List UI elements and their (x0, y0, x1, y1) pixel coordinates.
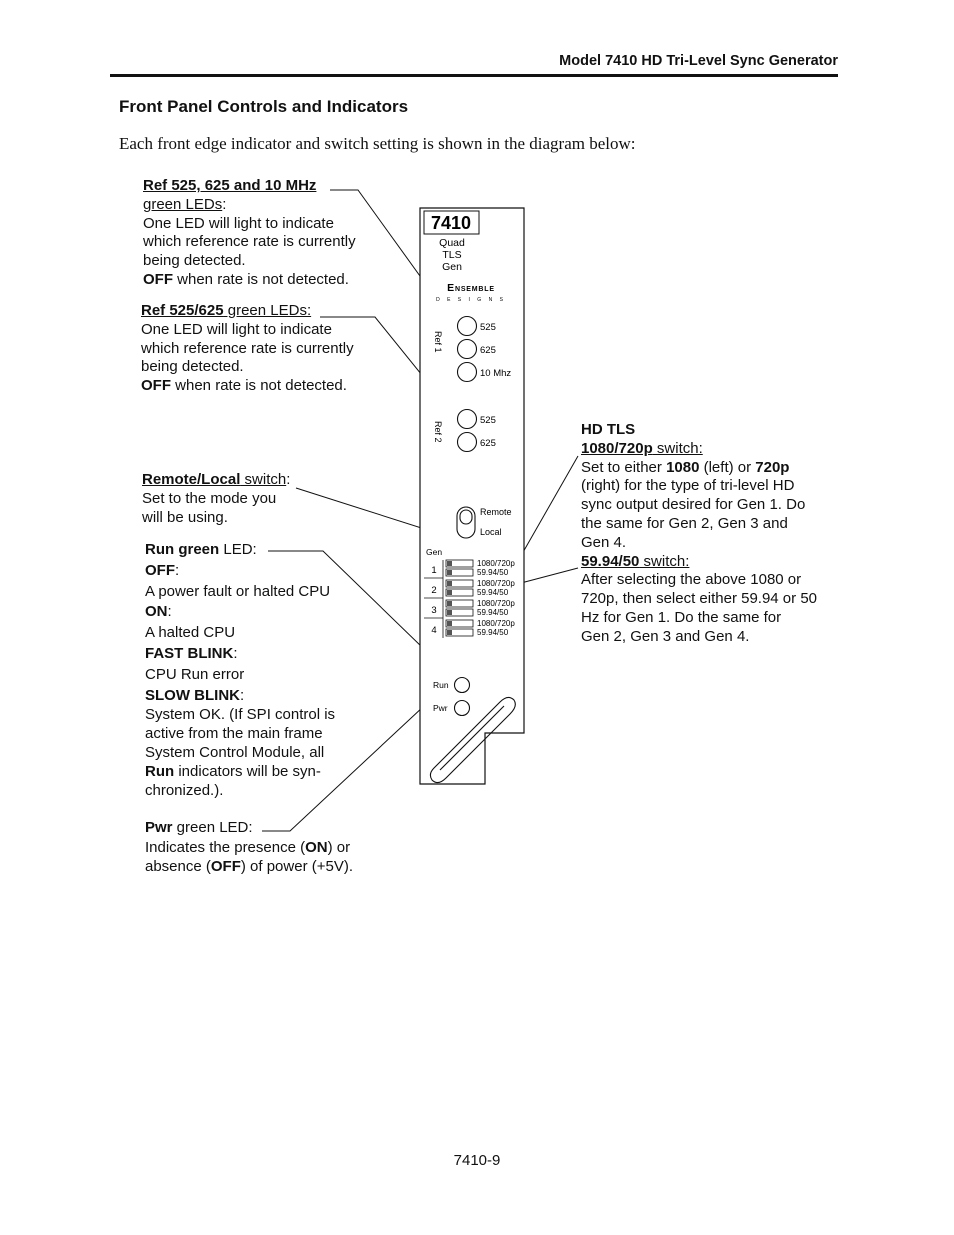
hd-text: Set to either (581, 458, 667, 476)
ref2-label: Ref 2 (433, 421, 443, 443)
ref2-led-625 (458, 433, 477, 452)
remote-line: will be using. (142, 508, 228, 526)
pwr-text: absence ( (145, 857, 211, 875)
hd-switch2: 59.94/50 (581, 552, 640, 570)
gen-number: 1 (431, 565, 437, 576)
hd-text: (left) or (699, 458, 756, 476)
run-slow-word: SLOW BLINK (145, 686, 240, 704)
ref2-led-label: 525 (480, 415, 496, 426)
hd-line: Gen 4. (581, 533, 627, 551)
hd-switch2-rest: switch: (639, 552, 690, 570)
ref2-led-525 (458, 410, 477, 429)
gen-switch-label: 59.94/50 (477, 628, 509, 637)
ref1-off-word: OFF (143, 270, 173, 288)
remote-heading: Remote/Local (142, 471, 241, 488)
remote-local-switch (457, 507, 475, 538)
pwr-led (455, 701, 470, 716)
pwr-on-word: ON (305, 838, 328, 856)
ref1-led-625 (458, 340, 477, 359)
hd-switch1-rest: switch: (652, 439, 703, 457)
panel-desc: TLS (442, 249, 462, 261)
run-slow-last: chronized.). (145, 781, 224, 799)
hd-switch1: 1080/720p (581, 439, 653, 457)
ref2-line: One LED will light to indicate (141, 320, 332, 338)
ref2-off-word: OFF (141, 377, 171, 395)
ref1-sub: green LEDs (143, 195, 223, 213)
brand-sub: D E S I G N S (436, 297, 506, 303)
run-slow-run-rest: indicators will be syn- (174, 762, 321, 780)
section-title: Front Panel Controls and Indicators (119, 97, 409, 116)
switch-label-local: Local (480, 527, 502, 537)
ref2-line: which reference rate is currently (141, 339, 354, 357)
ref1-led-525 (458, 317, 477, 336)
pwr-text: Indicates the presence ( (145, 838, 306, 856)
run-off-word: OFF (145, 561, 175, 579)
panel-desc: Gen (442, 261, 462, 273)
run-slow-line: active from the main frame (145, 725, 323, 743)
gen-number: 3 (431, 605, 437, 616)
hd-line: Hz for Gen 1. Do the same for (581, 608, 782, 626)
gen-switch-label: 1080/720p (477, 599, 515, 608)
run-on-text: A halted CPU (145, 624, 236, 642)
run-fast-word: FAST BLINK (145, 644, 234, 662)
gen-switch-label: 59.94/50 (477, 608, 509, 617)
page-header: Model 7410 HD Tri-Level Sync Generator (559, 53, 838, 69)
ref2-sub: green LEDs: (223, 302, 312, 319)
ref2-off-text: when rate is not detected. (171, 377, 347, 395)
hd-line: 720p, then select either 59.94 or 50 (581, 590, 818, 608)
ref1-line: being detected. (143, 252, 246, 270)
hd-switch2-callout-line (521, 568, 578, 583)
run-slow-run-word: Run (145, 762, 175, 780)
run-label: Run (433, 680, 449, 690)
switch-label-remote: Remote (480, 507, 512, 517)
pwr-text: ) of power (+5V). (240, 857, 354, 875)
gen-label: Gen (426, 547, 443, 557)
gen-switch-label: 1080/720p (477, 579, 515, 588)
run-led (455, 678, 470, 693)
pwr-text: ) or (327, 838, 351, 856)
run-annotation: Run green LED: OFF: A power fault or halted CPU ON: A halted CPU FAST BLINK: CPU Run error SLOW BLINK: System OK. (If SPI control is active from the main frame System Control Module, all Run indicators will be syn- chronized.). (145, 541, 336, 799)
hd-line: After selecting the above 1080 or (581, 571, 802, 589)
hd-bold: 1080 (666, 458, 700, 476)
ref1-annotation: Ref 525, 625 and 10 MHz green LEDs: One LED will light to indicate which reference rate is currently being detected. OFF when rate is not detected. (143, 177, 356, 288)
hd-line: (right) for the type of tri-level HD (581, 477, 795, 495)
run-off-text: A power fault or halted CPU (145, 582, 331, 600)
panel-desc: Quad (439, 237, 465, 249)
gen-switch-label: 59.94/50 (477, 588, 509, 597)
ref2-heading: Ref 525/625 (141, 302, 224, 319)
gen-switch-label: 1080/720p (477, 619, 515, 628)
pwr-sub: green LED (172, 819, 249, 836)
panel-model: 7410 (430, 213, 472, 233)
ref1-led-label: 625 (480, 345, 496, 356)
pwr-callout-line (262, 706, 424, 831)
ref2-led-label: 625 (480, 438, 496, 449)
pwr-off-word: OFF (210, 857, 241, 875)
pwr-annotation: Pwr green LED: Indicates the presence (ON) or absence (OFF) of power (+5V). (145, 819, 354, 875)
remote-line: Set to the mode you (142, 489, 277, 507)
run-slow-line: System OK. (If SPI control is (145, 706, 336, 724)
pwr-label: Pwr (433, 703, 448, 713)
gen-switch-label: 1080/720p (477, 559, 515, 568)
ref1-led-10mhz (458, 363, 477, 382)
run-heading: Run green (145, 541, 220, 558)
hd-heading: HD TLS (581, 421, 636, 438)
intro-paragraph: Each front edge indicator and switch setting is shown in the diagram below: (119, 134, 636, 153)
gen-number: 4 (431, 625, 437, 636)
pwr-heading: Pwr (145, 819, 173, 836)
remote-annotation: Remote/Local switch: Set to the mode you will be using. (142, 471, 291, 526)
ref1-led-label: 10 Mhz (480, 368, 512, 379)
ref1-label: Ref 1 (433, 331, 443, 353)
ref2-line: being detected. (141, 358, 244, 376)
ref1-off-text: when rate is not detected. (173, 270, 349, 288)
hd-bold: 720p (755, 458, 790, 476)
hd-line: the same for Gen 2, Gen 3 and (581, 514, 788, 532)
gen-switch-label: 59.94/50 (477, 568, 509, 577)
run-fast-text: CPU Run error (145, 665, 245, 683)
run-sub: LED (219, 541, 253, 558)
ref1-led-label: 525 (480, 322, 496, 333)
ref1-line: which reference rate is currently (143, 233, 356, 251)
hd-line: sync output desired for Gen 1. Do (581, 496, 806, 514)
ref1-heading: Ref 525, 625 and 10 MHz (143, 177, 317, 194)
gen-number: 2 (431, 585, 437, 596)
hd-line: Gen 2, Gen 3 and Gen 4. (581, 627, 750, 645)
run-on-word: ON (145, 603, 168, 621)
remote-sub: switch (240, 471, 287, 488)
brand-logo: Ensemble (447, 282, 495, 294)
run-slow-line: System Control Module, all (145, 743, 325, 761)
page-number: 7410-9 (453, 1152, 501, 1169)
ref1-line: One LED will light to indicate (143, 214, 334, 232)
